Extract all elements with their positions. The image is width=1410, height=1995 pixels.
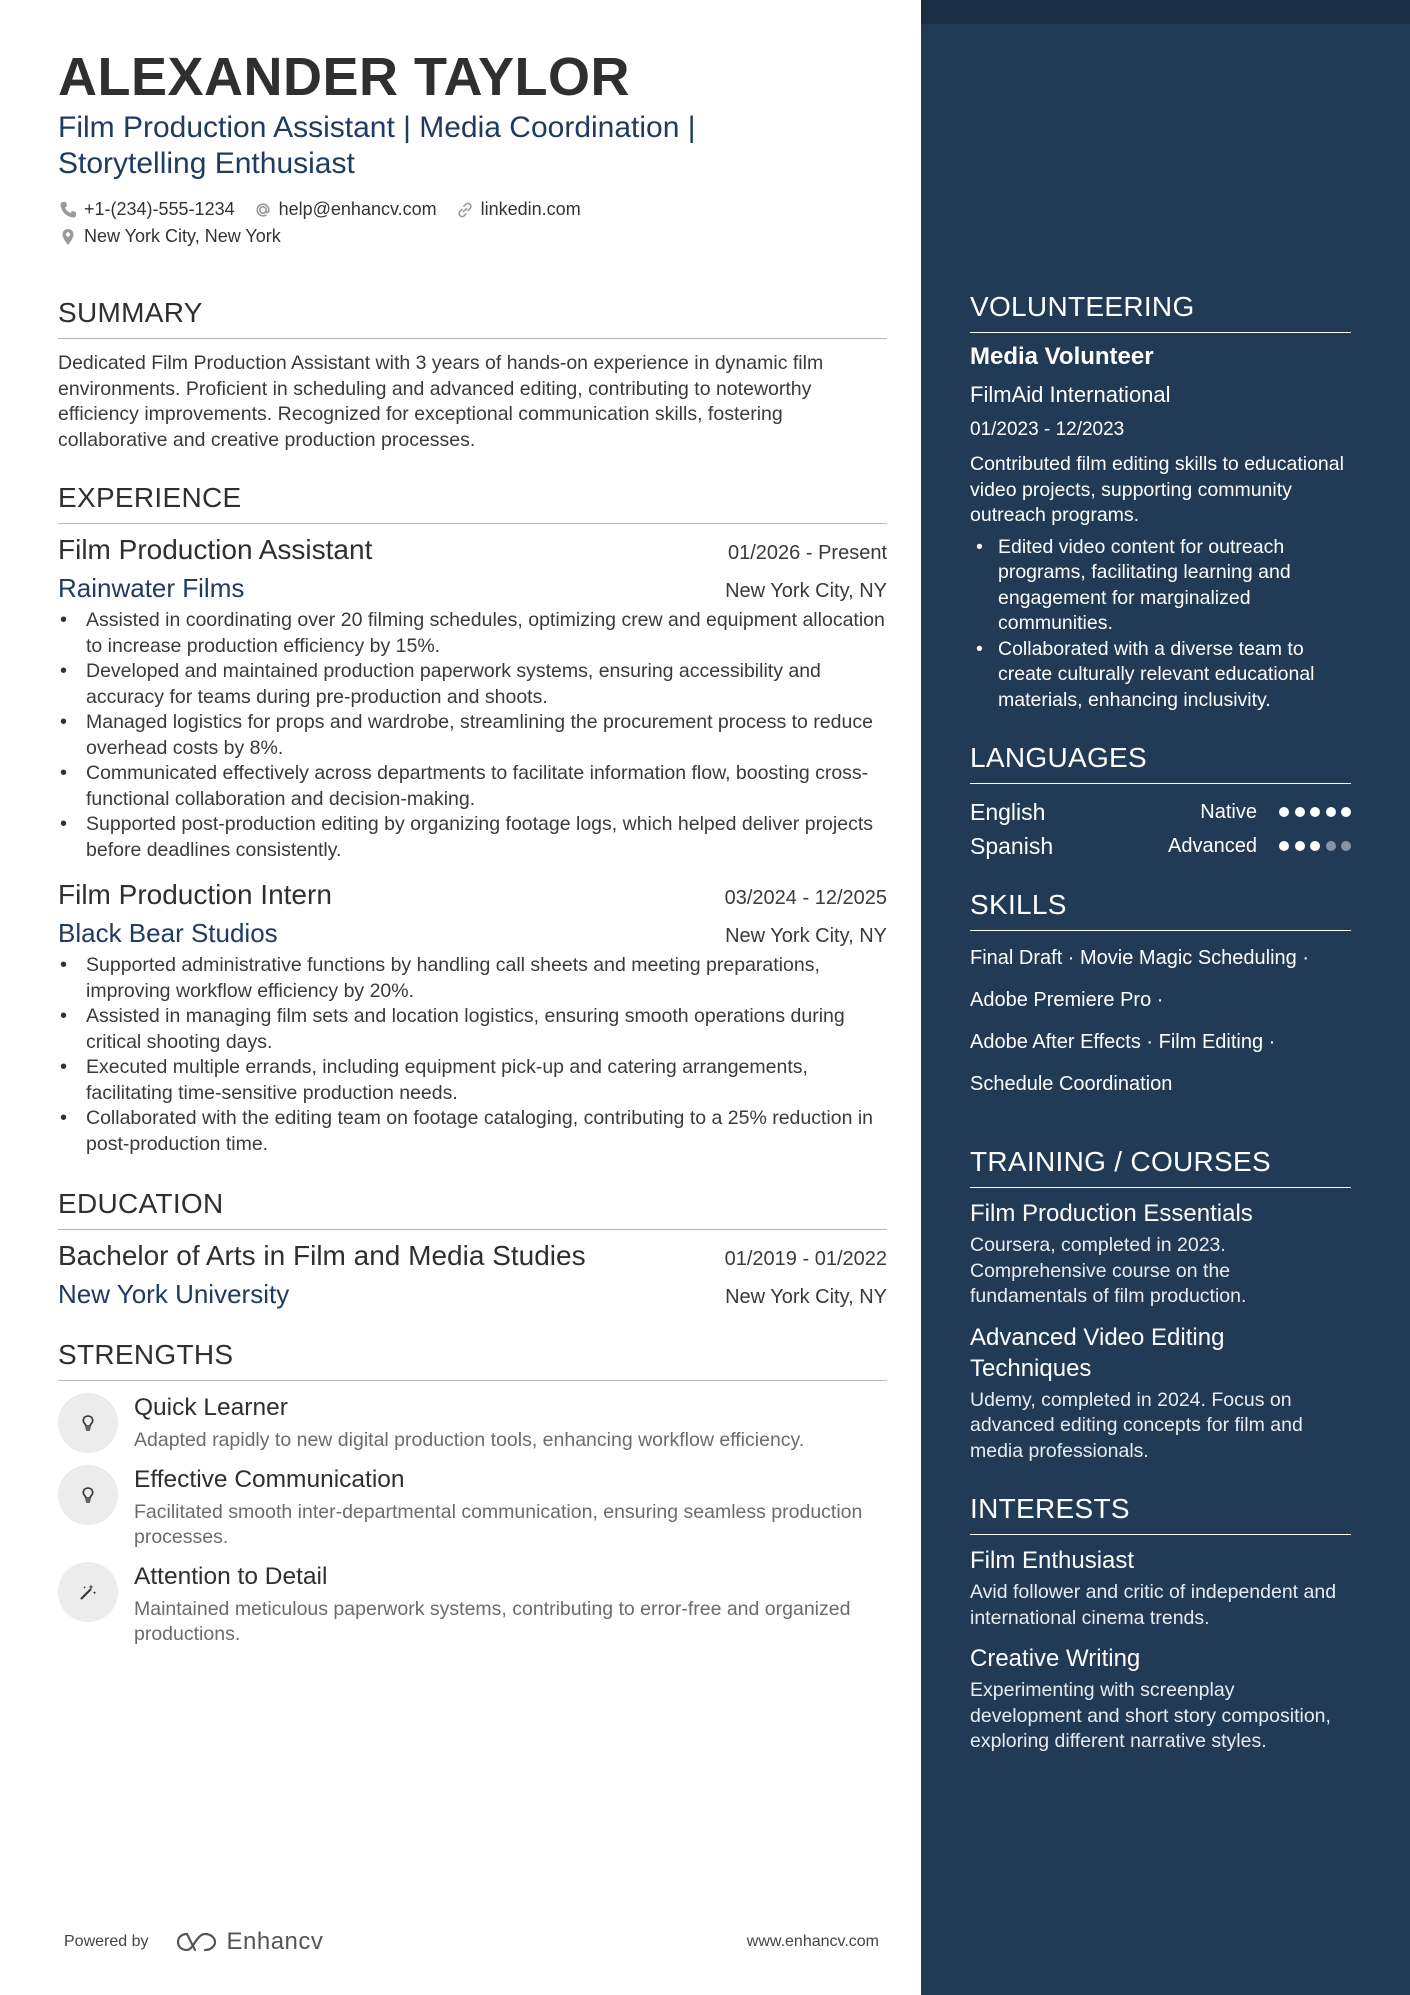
bullet-item: • Executed multiple errands, including equipment pick-up and catering arrangements, facilitating time-sensitive production needs. bbox=[58, 1055, 887, 1106]
language-rating bbox=[1279, 807, 1351, 817]
strength-title: Quick Learner bbox=[134, 1394, 288, 1421]
strength-item bbox=[58, 1465, 887, 1550]
rating-dot bbox=[1326, 841, 1336, 851]
volunteer-organization: FilmAid International bbox=[970, 382, 1171, 407]
volunteering-heading: VOLUNTEERING bbox=[970, 290, 1351, 333]
location-pin-icon bbox=[58, 227, 78, 247]
interest-title: Film Enthusiast bbox=[970, 1547, 1135, 1574]
summary-text: Dedicated Film Production Assistant with 3 years of hands-on experience in dynamic film environments. Proficient in scheduling and advanced editing, contributing to noteworthy efficiency improvements. Recognized for exceptional communication skills, fostering collaborative and creative production processes. bbox=[58, 352, 824, 451]
strengths-section bbox=[58, 1338, 887, 1647]
language-name: Spanish bbox=[970, 832, 1054, 859]
at-sign-icon bbox=[253, 200, 273, 220]
job-entry bbox=[58, 532, 887, 863]
enhancv-logo[interactable] bbox=[175, 1928, 324, 1956]
volunteer-date: 01/2023 - 12/2023 bbox=[970, 419, 1125, 440]
bullet-item: • Managed logistics for props and wardrobe, streamlining the procurement process to reduce overhead costs by 8%. bbox=[58, 710, 887, 761]
company-name: Black Bear Studios bbox=[58, 918, 278, 948]
enhancv-logo-icon bbox=[175, 1930, 221, 1954]
languages-heading: LANGUAGES bbox=[970, 741, 1351, 784]
phone-contact[interactable] bbox=[58, 196, 235, 223]
rating-dot bbox=[1295, 807, 1305, 817]
bullet-item: • Collaborated with a diverse team to create culturally relevant educational materials, enhancing inclusivity. bbox=[970, 637, 1351, 714]
job-title: Film Production Assistant bbox=[58, 534, 373, 565]
training-heading: TRAINING / COURSES bbox=[970, 1145, 1351, 1188]
skill-line: Adobe After Effects · Film Editing · bbox=[970, 1031, 1276, 1053]
rating-dot bbox=[1279, 807, 1289, 817]
interest-title: Creative Writing bbox=[970, 1645, 1141, 1672]
interests-heading: INTERESTS bbox=[970, 1492, 1351, 1535]
lightbulb-icon bbox=[58, 1393, 118, 1453]
education-heading: EDUCATION bbox=[58, 1187, 887, 1230]
language-rating bbox=[1279, 841, 1351, 851]
strength-item bbox=[58, 1393, 887, 1453]
bullet-item: • Edited video content for outreach programs, facilitating learning and engagement for marginalized communities. bbox=[970, 535, 1351, 637]
bullet-item: • Collaborated with the editing team on footage cataloging, contributing to a 25% reduction in post-production time. bbox=[58, 1106, 887, 1157]
skill-line: Final Draft · Movie Magic Scheduling · bbox=[970, 947, 1310, 969]
job-date: 03/2024 - 12/2025 bbox=[724, 887, 887, 909]
school-name: New York University bbox=[58, 1279, 290, 1309]
linkedin-contact[interactable] bbox=[455, 196, 581, 223]
language-level: Advanced bbox=[1168, 834, 1257, 857]
strength-title: Attention to Detail bbox=[134, 1563, 328, 1590]
job-bullets bbox=[58, 608, 887, 863]
interest-description: Avid follower and critic of independent and international cinema trends. bbox=[970, 1581, 1337, 1629]
job-date: 01/2026 - Present bbox=[728, 542, 887, 564]
rating-dot bbox=[1310, 807, 1320, 817]
bullet-item: • Developed and maintained production paperwork systems, ensuring accessibility and accuracy for teams during pre-production and shoots. bbox=[58, 659, 887, 710]
phone-text: +1-(234)-555-1234 bbox=[84, 199, 235, 219]
powered-by-label: Powered by bbox=[64, 1933, 149, 1950]
language-name: English bbox=[970, 798, 1046, 825]
skill-line: Schedule Coordination bbox=[970, 1073, 1173, 1095]
bullet-item: • Communicated effectively across departments to facilitate information flow, boosting cross-functional collaboration and decision-making. bbox=[58, 761, 887, 812]
experience-section bbox=[58, 481, 887, 1157]
volunteer-description: Contributed film editing skills to educational video projects, supporting community outreach programs. bbox=[970, 453, 1344, 526]
language-item bbox=[970, 830, 1351, 862]
location-text: New York City, New York bbox=[84, 226, 281, 246]
email-contact[interactable] bbox=[253, 196, 437, 223]
degree: Bachelor of Arts in Film and Media Studies bbox=[58, 1240, 586, 1271]
rating-dot bbox=[1295, 841, 1305, 851]
skill-line: Adobe Premiere Pro · bbox=[970, 989, 1164, 1011]
main-column bbox=[58, 46, 887, 1647]
interests-section bbox=[970, 1492, 1351, 1755]
strength-item bbox=[58, 1562, 887, 1647]
contact-info bbox=[58, 196, 887, 250]
strength-title: Effective Communication bbox=[134, 1466, 405, 1493]
job-entry bbox=[58, 877, 887, 1157]
job-bullets bbox=[58, 953, 887, 1157]
lightbulb-icon bbox=[58, 1465, 118, 1525]
volunteering-section bbox=[970, 290, 1351, 713]
sidebar-top-bar bbox=[921, 0, 1410, 24]
job-title: Film Production Intern bbox=[58, 879, 332, 910]
bullet-item: • Assisted in coordinating over 20 filming schedules, optimizing crew and equipment allocation to increase production efficiency by 15%. bbox=[58, 608, 887, 659]
bullet-item: • Supported administrative functions by handling call sheets and meeting preparations, improving workflow efficiency by 20%. bbox=[58, 953, 887, 1004]
company-name: Rainwater Films bbox=[58, 573, 245, 603]
link-icon bbox=[455, 200, 475, 220]
linkedin-text: linkedin.com bbox=[480, 199, 581, 219]
experience-heading: EXPERIENCE bbox=[58, 481, 887, 524]
summary-section bbox=[58, 296, 887, 453]
education-section bbox=[58, 1187, 887, 1310]
location-contact bbox=[58, 223, 281, 250]
job-location: New York City, NY bbox=[725, 580, 887, 602]
education-location: New York City, NY bbox=[725, 1286, 887, 1308]
course-description: Udemy, completed in 2024. Focus on advanced editing concepts for film and media professionals. bbox=[970, 1388, 1303, 1462]
skills-list bbox=[970, 937, 1351, 1105]
rating-dot bbox=[1341, 841, 1351, 851]
job-location: New York City, NY bbox=[725, 925, 887, 947]
rating-dot bbox=[1310, 841, 1320, 851]
rating-dot bbox=[1279, 841, 1289, 851]
strength-description: Facilitated smooth inter-departmental communication, ensuring seamless production processes. bbox=[134, 1501, 863, 1548]
skills-section bbox=[970, 888, 1351, 1105]
footer bbox=[64, 1928, 879, 1956]
headline: Film Production Assistant | Media Coordination | Storytelling Enthusiast bbox=[58, 111, 696, 180]
email-text: help@enhancv.com bbox=[278, 199, 437, 219]
rating-dot bbox=[1326, 807, 1336, 817]
course-title: Film Production Essentials bbox=[970, 1200, 1253, 1227]
education-entry bbox=[58, 1238, 887, 1310]
bullet-item: • Supported post-production editing by organizing footage logs, which helped deliver projects before deadlines consistently. bbox=[58, 812, 887, 863]
language-item bbox=[970, 796, 1351, 828]
skills-heading: SKILLS bbox=[970, 888, 1351, 931]
strength-description: Maintained meticulous paperwork systems, contributing to error-free and organized productions. bbox=[134, 1598, 851, 1645]
strengths-heading: STRENGTHS bbox=[58, 1338, 887, 1381]
enhancv-brand: Enhancv bbox=[226, 1928, 324, 1955]
course-title: Advanced Video Editing Techniques bbox=[970, 1323, 1225, 1382]
languages-section bbox=[970, 741, 1351, 862]
website-link[interactable]: www.enhancv.com bbox=[746, 1933, 879, 1950]
language-level: Native bbox=[1200, 800, 1257, 823]
education-date: 01/2019 - 01/2022 bbox=[724, 1248, 887, 1270]
volunteer-role: Media Volunteer bbox=[970, 343, 1154, 370]
training-section bbox=[970, 1145, 1351, 1464]
candidate-name: ALEXANDER TAYLOR bbox=[58, 47, 631, 107]
sidebar-column bbox=[970, 290, 1351, 1755]
rating-dot bbox=[1341, 807, 1351, 817]
summary-heading: SUMMARY bbox=[58, 296, 887, 339]
magic-wand-icon bbox=[58, 1562, 118, 1622]
bullet-item: • Assisted in managing film sets and location logistics, ensuring smooth operations during critical shooting days. bbox=[58, 1004, 887, 1055]
volunteer-bullets bbox=[970, 535, 1351, 714]
course-description: Coursera, completed in 2023. Comprehensive course on the fundamentals of film production. bbox=[970, 1234, 1247, 1307]
phone-icon bbox=[58, 200, 78, 220]
interest-description: Experimenting with screenplay development and short story composition, exploring different narrative styles. bbox=[970, 1679, 1331, 1752]
strength-description: Adapted rapidly to new digital production tools, enhancing workflow efficiency. bbox=[134, 1429, 805, 1451]
